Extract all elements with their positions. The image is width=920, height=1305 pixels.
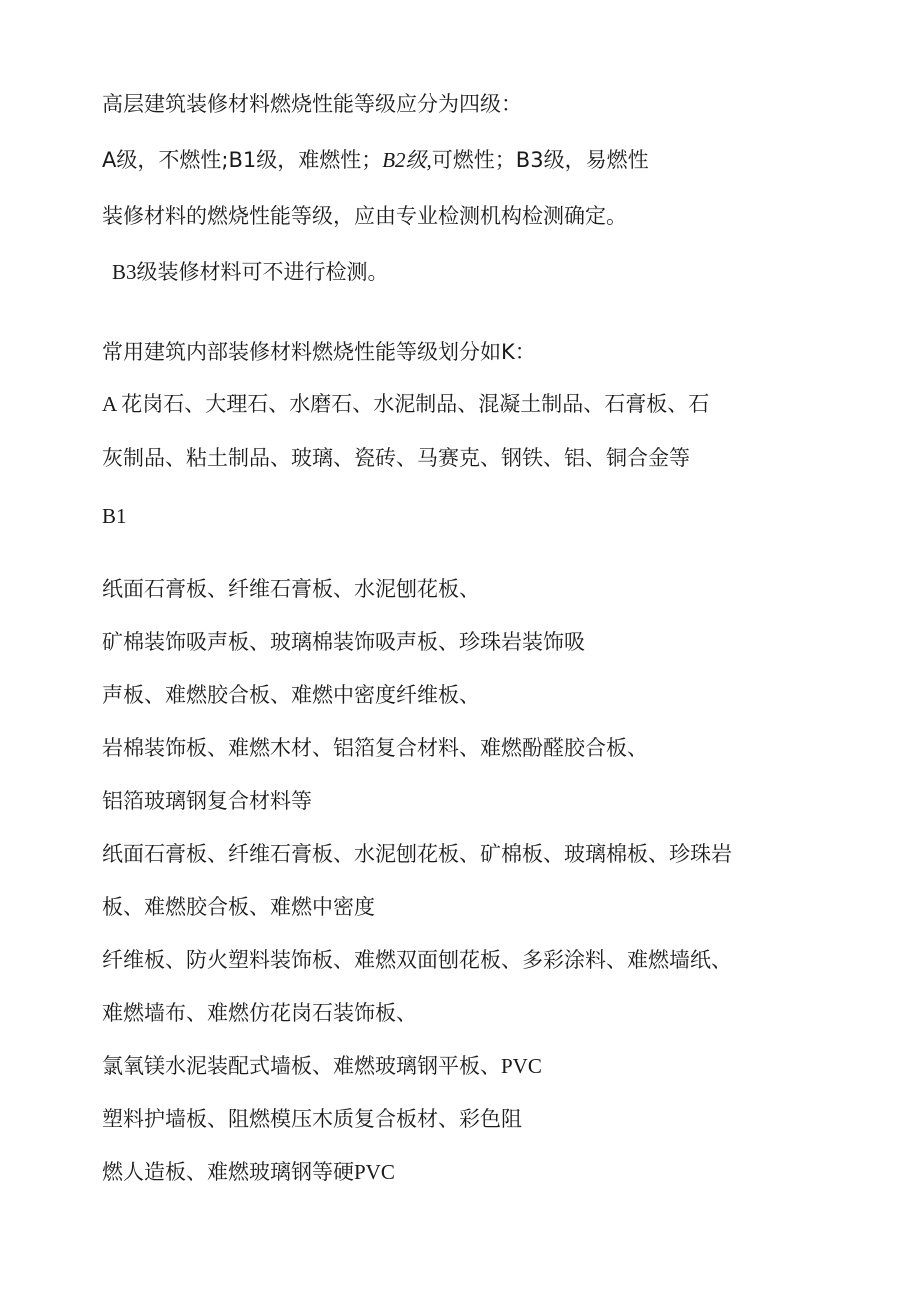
class-b1-heading: B1 [102,504,127,528]
b1-material-line: 纸面石膏板、纤维石膏板、水泥刨花板、 [102,577,480,601]
grade-intro-line: 高层建筑装修材料燃烧性能等级应分为四级： [102,92,522,116]
b1-material-line: 氯氧镁水泥装配式墙板、难燃玻璃钢平板、PVC [102,1054,542,1078]
b1-material-line: 矿棉装饰吸声板、玻璃棉装饰吸声板、珍珠岩装饰吸 [102,630,585,654]
grade-list-part-c: 可燃性；B3级，易燃性 [431,148,649,172]
b1-material-line: 塑料护墙板、阻燃模压木质复合板材、彩色阻 [102,1107,522,1131]
b1-material-line: 难燃墙布、难燃仿花岗石装饰板、 [102,1001,417,1025]
class-a-line-2: 灰制品、粘土制品、玻璃、瓷砖、马赛克、钢铁、铝、铜合金等 [102,446,690,470]
grade-list-line [102,146,649,174]
b1-material-line: 声板、难燃胶合板、难燃中密度纤维板、 [102,683,480,707]
classification-intro-line: 常用建筑内部装修材料燃烧性能等级划分如K： [102,340,536,364]
b1-material-line: 纤维板、防火塑料装饰板、难燃双面刨花板、多彩涂料、难燃墙纸、 [102,948,732,972]
testing-requirement-line: 装修材料的燃烧性能等级，应由专业检测机构检测确定。 [102,204,627,228]
class-a-line-1: A 花岗石、大理石、水磨石、水泥制品、混凝土制品、石膏板、石 [102,392,710,416]
grade-list-part-b: B2级, [382,148,432,172]
b1-material-line: 纸面石膏板、纤维石膏板、水泥刨花板、矿棉板、玻璃棉板、珍珠岩 [102,842,732,866]
b1-material-line: 燃人造板、难燃玻璃钢等硬PVC [102,1160,395,1184]
b3-exemption-line: B3级装修材料可不进行检测。 [112,260,389,284]
b1-material-line: 岩棉装饰板、难燃木材、铝箔复合材料、难燃酚醛胶合板、 [102,736,648,760]
b1-material-line: 板、难燃胶合板、难燃中密度 [102,895,375,919]
grade-list-part-a: A级，不燃性;B1级，难燃性； [102,148,383,172]
b1-material-line: 铝箔玻璃钢复合材料等 [102,789,312,813]
